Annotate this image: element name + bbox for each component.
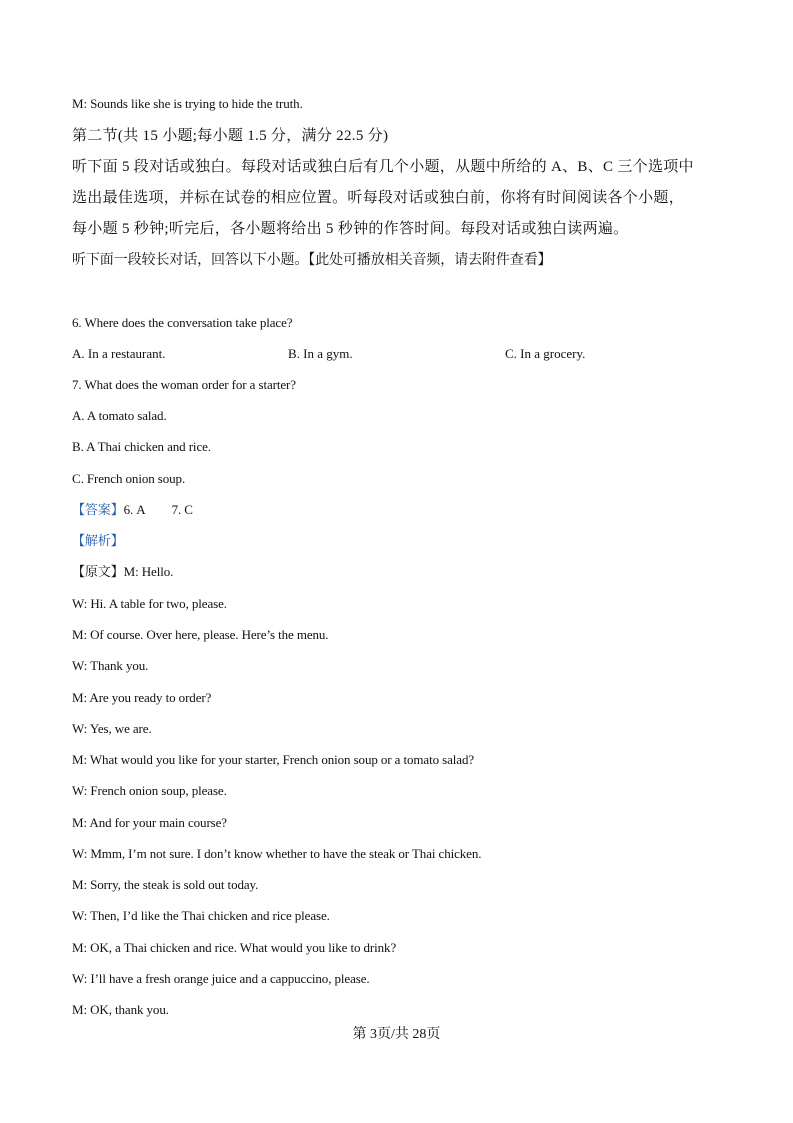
answer-tag: 【答案】 — [72, 502, 124, 517]
section-heading: 第二节(共 15 小题;每小题 1.5 分，满分 22.5 分) — [72, 128, 389, 144]
instruction-line-1: 听下面 5 段对话或独白。每段对话或独白后有几个小题，从题中所给的 A、B、C 三个选项中 — [72, 159, 694, 175]
intro-line: M: Sounds like she is trying to hide the truth. — [72, 96, 303, 111]
answer-line — [72, 502, 193, 518]
answer-q6: 6. A — [123, 502, 146, 517]
transcript-line: M: Hello. — [123, 564, 174, 579]
listen-prompt: 听下面一段较长对话，回答以下小题。【此处可播放相关音频，请去附件查看】 — [72, 253, 552, 268]
page-number-footer: 第 3页/共 28页 — [352, 1027, 441, 1042]
instruction-line-3: 每小题 5 秒钟;听完后，各小题将给出 5 秒钟的作答时间。每段对话或独白读两遍。 — [72, 221, 629, 237]
transcript-line: M: Sorry, the steak is sold out today. — [72, 877, 259, 892]
transcript-line: W: I’ll have a fresh orange juice and a cappuccino, please. — [72, 971, 370, 986]
transcript-line: W: Then, I’d like the Thai chicken and rice please. — [72, 908, 330, 923]
question-6-option-c: C. In a grocery. — [505, 346, 586, 361]
transcript-line: M: OK, a Thai chicken and rice. What would you like to drink? — [72, 940, 397, 955]
transcript-line: M: What would you like for your starter, French onion soup or a tomato salad? — [72, 752, 475, 767]
transcript-line: W: Hi. A table for two, please. — [72, 596, 227, 611]
transcript-first-line — [72, 564, 173, 580]
transcript-line: W: French onion soup, please. — [72, 783, 227, 798]
transcript-line: M: And for your main course? — [72, 815, 227, 830]
transcript-line: W: Mmm, I’m not sure. I don’t know whether to have the steak or Thai chicken. — [72, 846, 482, 861]
transcript-line: M: Are you ready to order? — [72, 690, 212, 705]
transcript-line: M: OK, thank you. — [72, 1002, 169, 1017]
transcript-line: M: Of course. Over here, please. Here’s the menu. — [72, 627, 329, 642]
analysis-tag: 【解析】 — [72, 533, 124, 548]
transcript-line: W: Thank you. — [72, 658, 149, 673]
instruction-line-2: 选出最佳选项，并标在试卷的相应位置。听每段对话或独白前，你将有时间阅读各个小题， — [72, 190, 685, 206]
transcript-tag: 【原文】 — [72, 564, 124, 579]
question-7-stem: 7. What does the woman order for a starter? — [72, 377, 296, 392]
transcript-line: W: Yes, we are. — [72, 721, 152, 736]
answer-q7: 7. C — [171, 502, 193, 517]
question-6-option-b: B. In a gym. — [288, 346, 353, 361]
question-7-option-c: C. French onion soup. — [72, 471, 186, 486]
question-7-option-a: A. A tomato salad. — [72, 408, 167, 423]
question-6-stem: 6. Where does the conversation take place? — [72, 315, 293, 330]
question-6-option-a: A. In a restaurant. — [72, 346, 166, 361]
question-7-option-b: B. A Thai chicken and rice. — [72, 439, 211, 454]
